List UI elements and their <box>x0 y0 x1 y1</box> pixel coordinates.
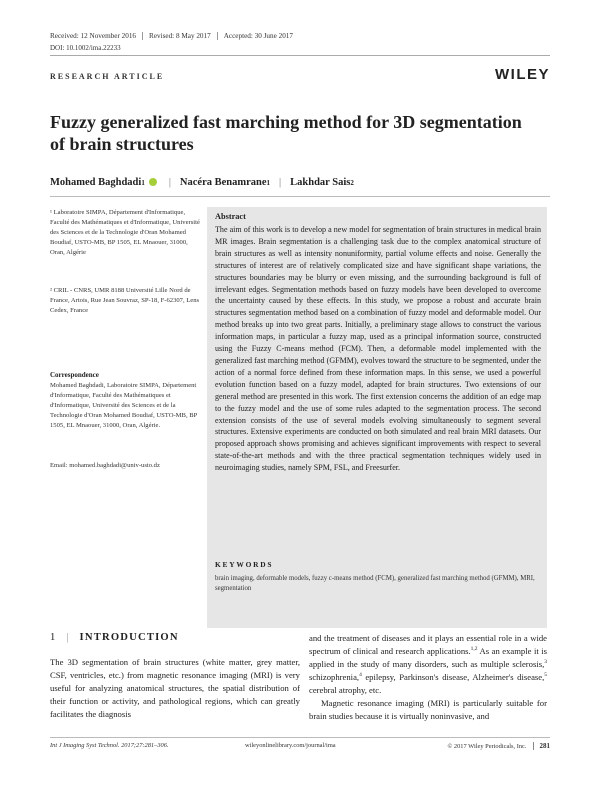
paragraph: Magnetic resonance imaging (MRI) is particularly suitable for brain studies because it is virtually noninvasive, and <box>309 698 547 721</box>
author-name[interactable]: Mohamed Baghdadi <box>50 177 142 188</box>
text-run: schizophrenia, <box>309 672 360 682</box>
citation-ref[interactable]: 4 <box>359 672 362 679</box>
text-run: epilepsy, Parkinson's disease, Alzheimer's disease, <box>361 672 545 682</box>
author-name[interactable]: Nacéra Benamrane <box>179 177 267 188</box>
body-column-left: The 3D segmentation of brain structures (white matter, grey matter, CSF, ventricles, etc.) from magnetic resonance imaging (MRI) is very useful for analyzing anatomical structures, the spatial distribution of their function or activity, and pathological regions, which can greatly facilitates the diagnosis <box>50 657 300 719</box>
revised-date: Revised: 8 May 2017 <box>149 32 218 40</box>
journal-url[interactable]: wileyonlinelibrary.com/journal/ima <box>245 742 336 749</box>
section-title: INTRODUCTION <box>79 632 179 643</box>
orcid-icon[interactable] <box>149 178 157 186</box>
doi[interactable]: DOI: 10.1002/ima.22233 <box>50 44 121 52</box>
author-affiliation-mark: 2 <box>350 178 354 187</box>
correspondence-address: Mohamed Baghdadi, Laboratoire SIMPA, Département d'Informatique, Faculté des Mathématiques et d'Informatique, Université des Sciences et de la Technologie d'Oran Mohamed Boudiaf, USTO-MB, BP 1505, EL Mnaouer, 31000, Oran, Algérie. <box>50 382 198 429</box>
abstract-heading: Abstract <box>215 212 246 221</box>
footer-divider <box>50 737 550 738</box>
footer-right <box>447 742 550 750</box>
page-number: 281 <box>533 742 551 750</box>
header-divider <box>50 55 550 56</box>
text-run: and the treatment of diseases and it plays an essential role in a wide spectrum of clinical and research applications. <box>309 633 547 656</box>
citation-ref[interactable]: 5 <box>544 672 547 679</box>
article-title: Fuzzy generalized fast marching method for 3D segmentation of brain structures <box>50 112 522 154</box>
section-heading <box>50 632 179 643</box>
text-run: As an example it is applied in the study of many disorders, such as multiple sclerosis, <box>309 646 547 669</box>
author-separator: | <box>279 177 282 188</box>
section-number: 1 <box>50 632 57 643</box>
journal-citation: Int J Imaging Syst Technol. 2017;27:281–306. <box>50 742 169 749</box>
author-separator: | <box>168 177 171 188</box>
affiliation-1: ¹ Laboratoire SIMPA, Département d'Informatique, Faculté des Mathématiques et d'Informatique, Université des Sciences et de la Technologie d'Oran Mohamed Boudiaf, USTO-MB, BP 1505, EL Mnaouer, 31000, Oran, Algérie <box>50 209 200 256</box>
keywords-list: brain imaging, deformable models, fuzzy c-means method (FCM), generalized fast marching method (GFMM), MRI, segmentation <box>215 575 535 592</box>
keywords-heading: KEYWORDS <box>215 560 274 569</box>
citation-ref[interactable]: 1,2 <box>470 646 478 653</box>
text-run: cerebral atrophy, etc. <box>309 685 382 695</box>
authors-divider <box>50 196 550 197</box>
accepted-date: Accepted: 30 June 2017 <box>223 32 293 40</box>
correspondence-email[interactable]: Email: mohamed.baghdadi@univ-usto.dz <box>50 462 160 469</box>
abstract-text: The aim of this work is to develop a new model for segmentation of brain structures in medical brain MR images. Brain segmentation is a challenging task due to the complex anatomical structure of brain structures as well as intensity nonuniformity, partial volume effects and noise. Generally the structures of interest are of relatively complicated size and have significant shape variations, the structures boundaries may be blurry or even missing, and the surrounding background is full of irrelevant edges. Segmentation methods based on fuzzy models have been developed to overcome the uncertainty caused by these effects. In this study, we propose a robust and accurate brain structures segmentation method based on a combination of fuzzy model and deformable model. Our method breaks up into two great parts. Initially, a preliminary stage allows to construct the various information maps, in particular a fuzzy map, used as a principal information source, constructed using the Fuzzy C-means method (FCM). Then, a deformable model implemented with the generalized fast marching method (GFMM), evolves toward the structure to be segmented, under the action of a normal force defined from these information maps. In this sense, we used a powerful evolution function based on a fuzzy model, adapted for brain structures. Two extensions of our general method are presented in this work. The first extension concerns the addition of an edge map to the fuzzy model and the use of some rules adapted to the segmentation process. The second extension consists of the use of several models evolving simultaneously to segment several structures. Extensive experiments are conducted on both simulated and real brain MRI datasets. Our proposed approach shows promising and achieves significant improvements with respect to several state-of-the-art methods and with the three practical segmentation techniques widely used in neuroimaging studies, namely SPM, FSL, and Freesurfer. <box>215 225 541 473</box>
citation-ref[interactable]: 3 <box>544 659 547 666</box>
article-type: RESEARCH ARTICLE <box>50 72 165 81</box>
author-name[interactable]: Lakhdar Sais <box>290 177 351 188</box>
affiliation-2: ² CRIL - CNRS, UMR 8188 Université Lille Nord de France, Artois, Rue Jean Souvraz, SP-18, F-62307, Lens Cedex, France <box>50 287 200 314</box>
received-date: Received: 12 November 2016 <box>50 32 143 40</box>
paragraph <box>309 632 547 697</box>
article-dates <box>50 32 305 40</box>
author-affiliation-mark: 1 <box>141 178 145 187</box>
author-list <box>50 177 354 188</box>
correspondence-heading: Correspondence <box>50 371 99 379</box>
publisher-logo: WILEY <box>495 66 550 83</box>
section-separator: | <box>66 632 70 643</box>
author-affiliation-mark: 1 <box>266 178 271 187</box>
body-column-right <box>309 632 547 723</box>
copyright: © 2017 Wiley Periodicals, Inc. <box>447 742 527 750</box>
